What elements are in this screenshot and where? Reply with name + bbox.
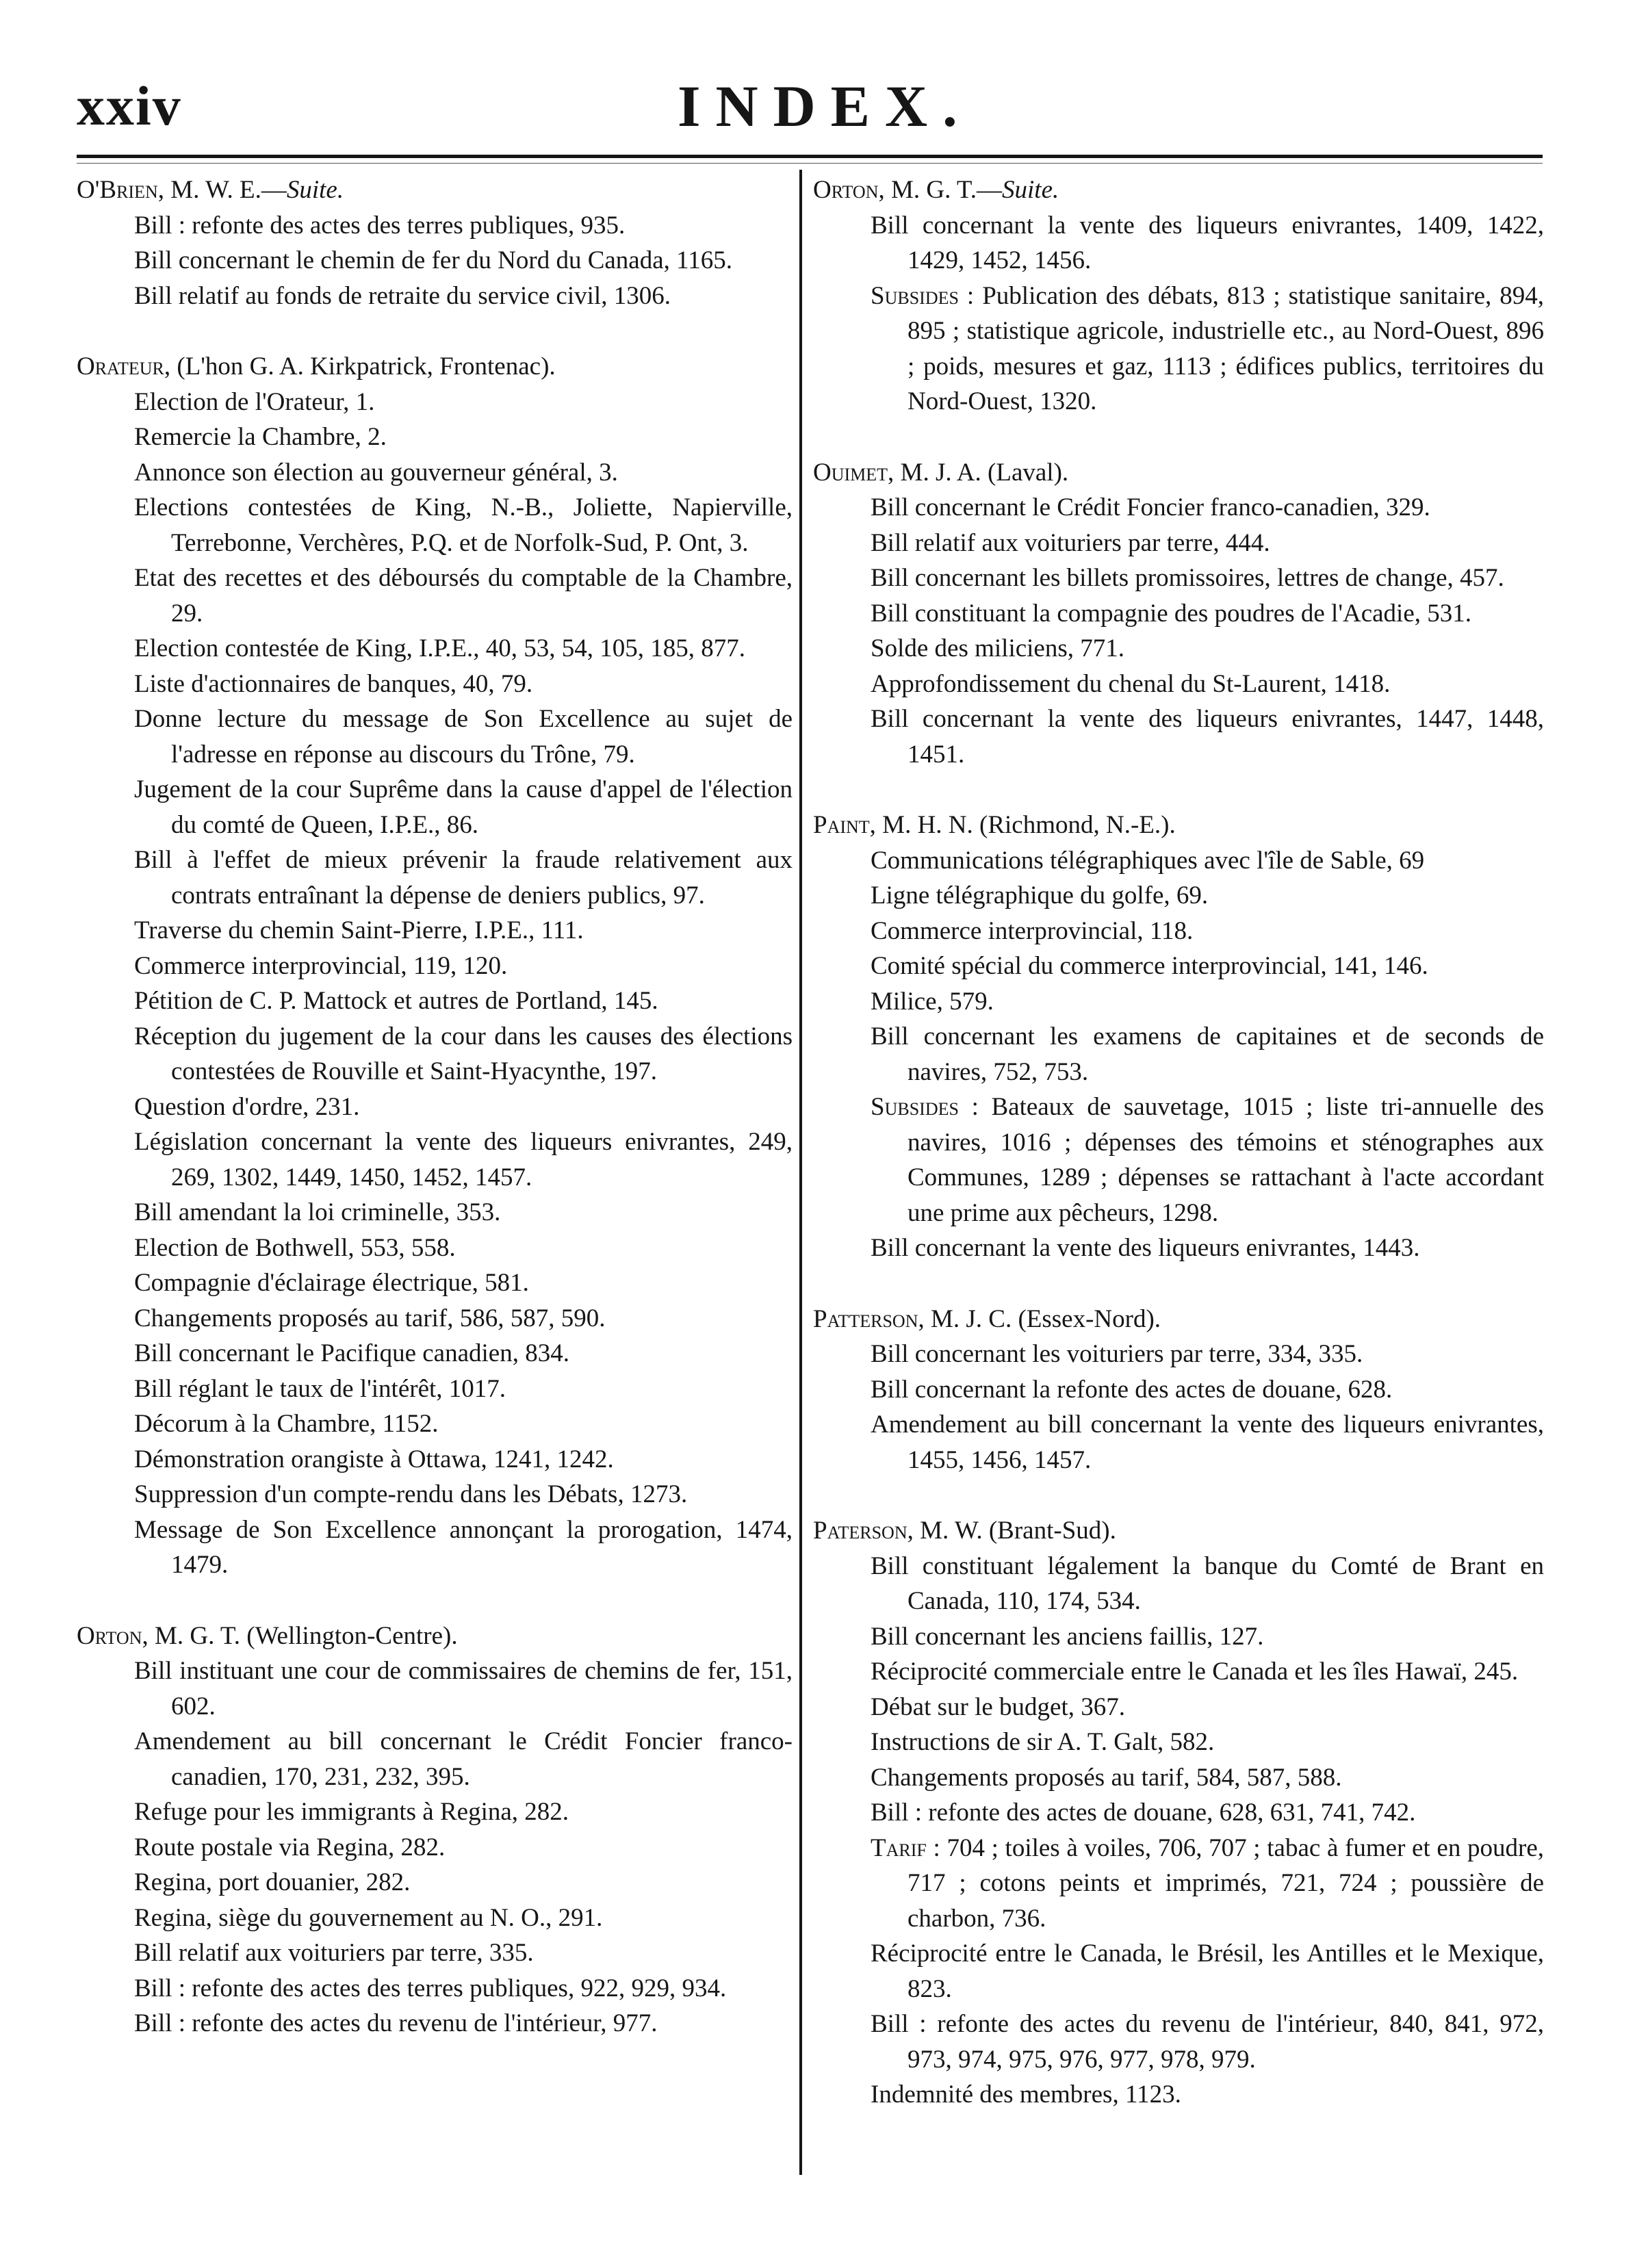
entry-details: , M. W. (Brant-Sud).: [907, 1517, 1116, 1545]
index-reference: Donne lecture du message de Son Excellence au sujet de l'adresse en réponse au discours du Trône, 79.: [134, 705, 793, 769]
index-reference: Bill concernant le Crédit Foncier franco-canadien, 329.: [871, 493, 1430, 521]
index-reference: Décorum à la Chambre, 1152.: [134, 1410, 439, 1438]
entry-name: O'Brien: [77, 176, 158, 204]
index-reference: Changements proposés au tarif, 584, 587, 588.: [871, 1763, 1342, 1792]
entry-details: , M. H. N. (Richmond, N.-E.).: [869, 811, 1176, 839]
index-reference: Annonce son élection au gouverneur général, 3.: [134, 458, 618, 487]
index-reference: Bill concernant les anciens faillis, 127.: [871, 1622, 1264, 1651]
index-reference: Bill : refonte des actes du revenu de l'intérieur, 840, 841, 972, 973, 974, 975, 976, 977, 978, 979.: [871, 2010, 1544, 2074]
index-reference: Comité spécial du commerce interprovincial, 141, 146.: [871, 952, 1428, 980]
index-reference: Bill : refonte des actes des terres publiques, 935.: [134, 211, 626, 240]
index-reference: Subsides : Bateaux de sauvetage, 1015 ; liste tri-annuelle des navires, 1016 ; dépenses des témoins et sténographes aux Communes, 1289 ; dépenses se rattachant à l'acte accordant une prime aux pêcheurs, 1298.: [871, 1093, 1544, 1227]
index-reference: Bill concernant la vente des liqueurs enivrantes, 1443.: [871, 1234, 1420, 1262]
index-reference: Suppression d'un compte-rendu dans les Débats, 1273.: [134, 1480, 688, 1508]
index-entry: [813, 808, 1544, 1266]
index-reference: Commerce interprovincial, 119, 120.: [134, 951, 508, 980]
entry-details: , M. G. T.—: [878, 176, 1003, 204]
index-reference: Tarif : 704 ; toiles à voiles, 706, 707 ; tabac à fumer et en poudre, 717 ; cotons peints et imprimés, 721, 724 ; poussière de charbon, 736.: [871, 1833, 1544, 1933]
entry-name: Orton: [77, 1621, 142, 1650]
index-reference: Bill concernant les examens de capitaines et de seconds de navires, 752, 753.: [871, 1022, 1544, 1086]
index-reference: Communications télégraphiques avec l'île de Sable, 69: [871, 846, 1425, 875]
entry-heading: [813, 808, 1544, 843]
index-reference: Commerce interprovincial, 118.: [871, 916, 1194, 945]
entry-name: Patterson: [813, 1304, 918, 1333]
index-entry: [813, 455, 1544, 773]
index-entry: [813, 172, 1544, 420]
entry-name: Ouimet: [813, 458, 888, 487]
entry-heading: [813, 172, 1544, 208]
index-reference: Bill concernant le chemin de fer du Nord du Canada, 1165.: [134, 246, 733, 274]
index-reference: Bill instituant une cour de commissaires de chemins de fer, 151, 602.: [134, 1657, 793, 1721]
index-reference: Bill concernant les billets promissoires, lettres de change, 457.: [871, 564, 1504, 592]
index-reference: Bill constituant légalement la banque du Comté de Brant en Canada, 110, 174, 534.: [871, 1551, 1544, 1615]
index-reference: Législation concernant la vente des liqueurs enivrantes, 249, 269, 1302, 1449, 1450, 1452, 1457.: [134, 1128, 793, 1191]
entry-details: , (L'hon G. A. Kirkpatrick, Frontenac).: [164, 352, 556, 381]
index-reference: Indemnité des membres, 1123.: [871, 2080, 1181, 2109]
entry-name: Paterson: [813, 1517, 907, 1545]
index-reference: Bill à l'effet de mieux prévenir la fraude relativement aux contrats entraînant la dépense de deniers publics, 97.: [134, 846, 793, 910]
entry-name: Orateur: [77, 352, 164, 381]
index-reference: Changements proposés au tarif, 586, 587, 590.: [134, 1304, 606, 1332]
index-reference: Débat sur le budget, 367.: [871, 1692, 1125, 1721]
index-reference: Bill concernant la refonte des actes de douane, 628.: [871, 1375, 1393, 1404]
index-reference: Regina, port douanier, 282.: [134, 1868, 411, 1896]
index-reference: Bill concernant les voituriers par terre, 334, 335.: [871, 1340, 1363, 1368]
entry-name: Paint: [813, 811, 870, 839]
entry-details: , M. J. A. (Laval).: [888, 458, 1069, 487]
right-column: [813, 172, 1544, 2148]
reference-keyword: Tarif: [871, 1833, 927, 1862]
entry-details: , M. G. T. (Wellington-Centre).: [142, 1621, 458, 1650]
index-reference: Subsides : Publication des débats, 813 ; statistique sanitaire, 894, 895 ; statistique agricole, industrielle etc., au Nord-Ouest, 896 ; poids, mesures et gaz, 1113 ; édifices publics, territoires du Nord-Ouest, 1320.: [871, 281, 1544, 415]
index-reference: Bill concernant la vente des liqueurs enivrantes, 1447, 1448, 1451.: [871, 705, 1544, 769]
index-reference: Election de Bothwell, 553, 558.: [134, 1233, 456, 1262]
index-reference: Bill relatif aux voituriers par terre, 444.: [871, 528, 1270, 557]
index-reference: Refuge pour les immigrants à Regina, 282.: [134, 1798, 569, 1826]
entry-name: Orton: [813, 176, 879, 204]
index-reference: Elections contestées de King, N.-B., Joliette, Napierville, Terrebonne, Verchères, P.Q. et de Norfolk-Sud, P. Ont, 3.: [134, 493, 793, 557]
entry-suite: Suite.: [1002, 176, 1059, 204]
index-reference: Bill concernant le Pacifique canadien, 834.: [134, 1339, 569, 1367]
index-reference: Réciprocité commerciale entre le Canada et les îles Hawaï, 245.: [871, 1658, 1519, 1686]
index-reference: Bill relatif aux voituriers par terre, 335.: [134, 1939, 534, 1967]
index-reference: Election contestée de King, I.P.E., 40, 53, 54, 105, 185, 877.: [134, 634, 746, 662]
index-entry: [813, 1302, 1544, 1478]
index-reference: Bill : refonte des actes des terres publiques, 922, 929, 934.: [134, 1974, 727, 2002]
column-divider: [799, 170, 802, 2175]
index-reference: Compagnie d'éclairage électrique, 581.: [134, 1269, 529, 1297]
index-reference: Bill : refonte des actes du revenu de l'intérieur, 977.: [134, 2009, 658, 2037]
index-reference: Bill relatif au fonds de retraite du service civil, 1306.: [134, 281, 671, 310]
index-reference: Réception du jugement de la cour dans les causes des élections contestées de Rouville et Saint-Hyacynthe, 197.: [134, 1022, 793, 1085]
entry-heading: [77, 349, 793, 385]
index-reference: Jugement de la cour Suprême dans la cause d'appel de l'élection du comté de Queen, I.P.E., 86.: [134, 775, 793, 839]
index-reference: Bill constituant la compagnie des poudres de l'Acadie, 531.: [871, 599, 1472, 628]
reference-keyword: Subsides: [871, 281, 959, 310]
index-reference: Traverse du chemin Saint-Pierre, I.P.E., 111.: [134, 916, 584, 944]
index-reference: Question d'ordre, 231.: [134, 1092, 360, 1121]
entry-heading: [77, 1619, 793, 1654]
reference-keyword: Subsides: [871, 1093, 959, 1121]
index-reference: Amendement au bill concernant la vente des liqueurs enivrantes, 1455, 1456, 1457.: [871, 1410, 1544, 1474]
entry-heading: [813, 1302, 1544, 1337]
index-entry: [813, 1513, 1544, 2113]
index-reference: Etat des recettes et des déboursés du comptable de la Chambre, 29.: [134, 564, 793, 628]
page-title: INDEX.: [678, 73, 973, 139]
index-reference: Bill concernant la vente des liqueurs enivrantes, 1409, 1422, 1429, 1452, 1456.: [871, 211, 1544, 274]
entry-heading: [813, 455, 1544, 491]
index-reference: Route postale via Regina, 282.: [134, 1833, 446, 1861]
index-reference: Réciprocité entre le Canada, le Brésil, les Antilles et le Mexique, 823.: [871, 1940, 1544, 2003]
entry-suite: Suite.: [286, 176, 344, 204]
header-rule: [77, 155, 1543, 158]
entry-heading: [77, 172, 793, 208]
index-reference: Milice, 579.: [871, 987, 994, 1016]
index-reference: Approfondissement du chenal du St-Laurent, 1418.: [871, 669, 1391, 698]
index-reference: Instructions de sir A. T. Galt, 582.: [871, 1728, 1215, 1756]
index-reference: Remercie la Chambre, 2.: [134, 423, 387, 451]
index-reference: Message de Son Excellence annonçant la prorogation, 1474, 1479.: [134, 1515, 793, 1579]
page-header: [0, 0, 1635, 164]
entry-details: , M. J. C. (Essex-Nord).: [918, 1304, 1161, 1333]
index-reference: Regina, siège du gouvernement au N. O., 291.: [134, 1903, 603, 1932]
index-reference: Démonstration orangiste à Ottawa, 1241, 1242.: [134, 1445, 614, 1473]
entry-details: , M. W. E.—: [157, 176, 287, 204]
index-reference: Amendement au bill concernant le Crédit Foncier franco-canadien, 170, 231, 232, 395.: [134, 1727, 793, 1791]
left-column: [77, 172, 793, 2077]
index-entry: [77, 349, 793, 1583]
header-rule-thin: [77, 163, 1543, 164]
index-reference: Bill : refonte des actes de douane, 628, 631, 741, 742.: [871, 1799, 1416, 1827]
page-number: xxiv: [77, 75, 182, 137]
index-entry: [77, 1619, 793, 2041]
index-reference: Liste d'actionnaires de banques, 40, 79.: [134, 669, 533, 698]
entry-heading: [813, 1513, 1544, 1549]
index-reference: Election de l'Orateur, 1.: [134, 387, 375, 416]
index-reference: Ligne télégraphique du golfe, 69.: [871, 881, 1209, 910]
index-reference: Solde des miliciens, 771.: [871, 634, 1124, 662]
index-reference: Bill réglant le taux de l'intérêt, 1017.: [134, 1374, 506, 1403]
index-reference: Pétition de C. P. Mattock et autres de Portland, 145.: [134, 987, 658, 1015]
index-reference: Bill amendant la loi criminelle, 353.: [134, 1198, 501, 1226]
index-entry: [77, 172, 793, 313]
